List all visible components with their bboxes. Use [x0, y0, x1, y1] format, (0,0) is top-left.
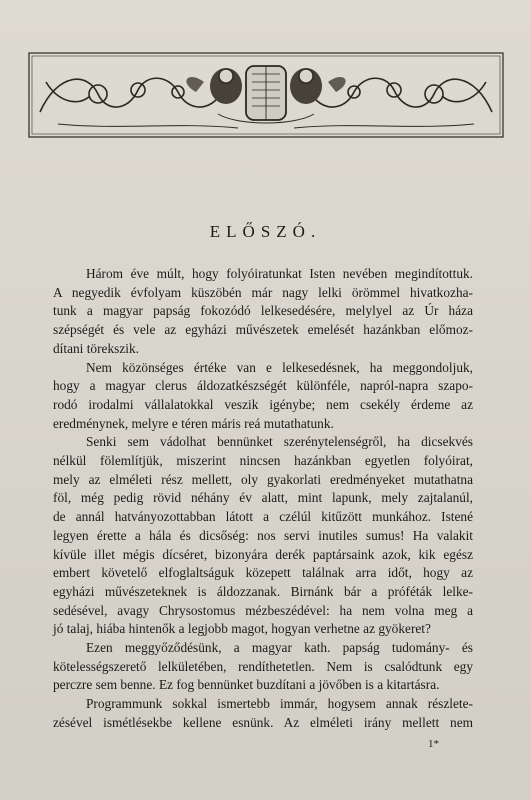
body-text: [53, 265, 473, 733]
paragraph-1: [53, 265, 473, 359]
text-line: sedésével, avagy Chrysostomus mézbeszédével: ha nem volna meg a: [53, 602, 473, 618]
text-line: de annál hatványozottabban látott a czélúl kitűzött munkához. Istené: [53, 509, 473, 525]
paragraph-5: [53, 695, 473, 732]
text-line: perczre sem benne. Ez fog bennünket buzdítani a jövőben is a kitartásra.: [53, 677, 440, 693]
text-line: Ezen meggyőződésünk, a magyar kath. papság tudomány- és: [86, 640, 473, 656]
text-line: eredménynek, melyre e téren máris reá mutathatunk.: [53, 415, 334, 431]
text-line: legyen érette a hála és dicsőség: nos servi inutiles sumus! Ha valakit: [53, 527, 473, 543]
paragraph-4: [53, 639, 473, 695]
text-line: hogy a magyar clerus áldozatkészségét különféle, napról-napra szapo-: [53, 378, 473, 394]
text-line: szépségét és vele az egyházi művészetek emelését hazánkban előmoz-: [53, 322, 473, 338]
text-line: Három éve múlt, hogy folyóiratunkat Isten nevében megindítottuk.: [86, 266, 473, 281]
text-line: Nem közönséges értéke van e lelkesedésnek, ha meggondoljuk,: [86, 359, 473, 375]
text-line: dítani törekszik.: [53, 340, 139, 356]
text-line: kötelességszerető lelkületében, rendíthetetlen. Nem is csalódtunk egy: [53, 658, 473, 674]
paragraph-2: [53, 359, 473, 434]
page-title: ELŐSZÓ.: [209, 222, 322, 241]
text-line: föl, még pedig rövid néhány év alatt, mint lapunk, mely zajtalanúl,: [53, 490, 473, 506]
signature-mark: 1*: [428, 738, 439, 750]
decorative-headpiece-illustration: [28, 52, 504, 138]
text-line: Programmunk sokkal ismertebb immár, hogysem annak részlete-: [86, 696, 473, 712]
text-line: embert követelő elfoglaltságuk közepett találnak arra időt, hogy az: [53, 565, 473, 581]
text-line: kívüle illet mégis dícséret, bizonyára derék paptársaink azok, kik egész: [53, 546, 473, 562]
text-line: nélkül fölemlítjük, miszerint nincsen hazánkban egyetlen folyóirat,: [53, 453, 473, 469]
text-line: zésével ismétlésekbe kellene esnünk. Az elméleti irány mellett nem: [53, 714, 473, 730]
text-line: A negyedik évfolyam küszöbén már nagy lelki örömmel hivatkozha-: [53, 284, 473, 300]
text-line: rodó irodalmi vállalatokkal veszik igénybe; nem csekély érdeme az: [53, 396, 473, 412]
text-line: egyházi művészeteknek is áldozzanak. Birnánk bár a próféták lelke-: [53, 583, 473, 599]
paragraph-3: [53, 433, 473, 639]
text-line: mely az elméleti rész mellett, oly gyakorlati eredményeket mutathatna: [53, 471, 473, 487]
text-line: Senki sem vádolhat bennünket szerénytelenségről, ha dicsekvés: [86, 434, 473, 450]
text-line: tunk a magyar papság fokozódó lelkesedésére, melylyel az Úr háza: [53, 303, 473, 319]
text-line: jó talaj, hiába hintenők a legjobb magot, hogyan verhetne az gyökeret?: [53, 621, 431, 637]
